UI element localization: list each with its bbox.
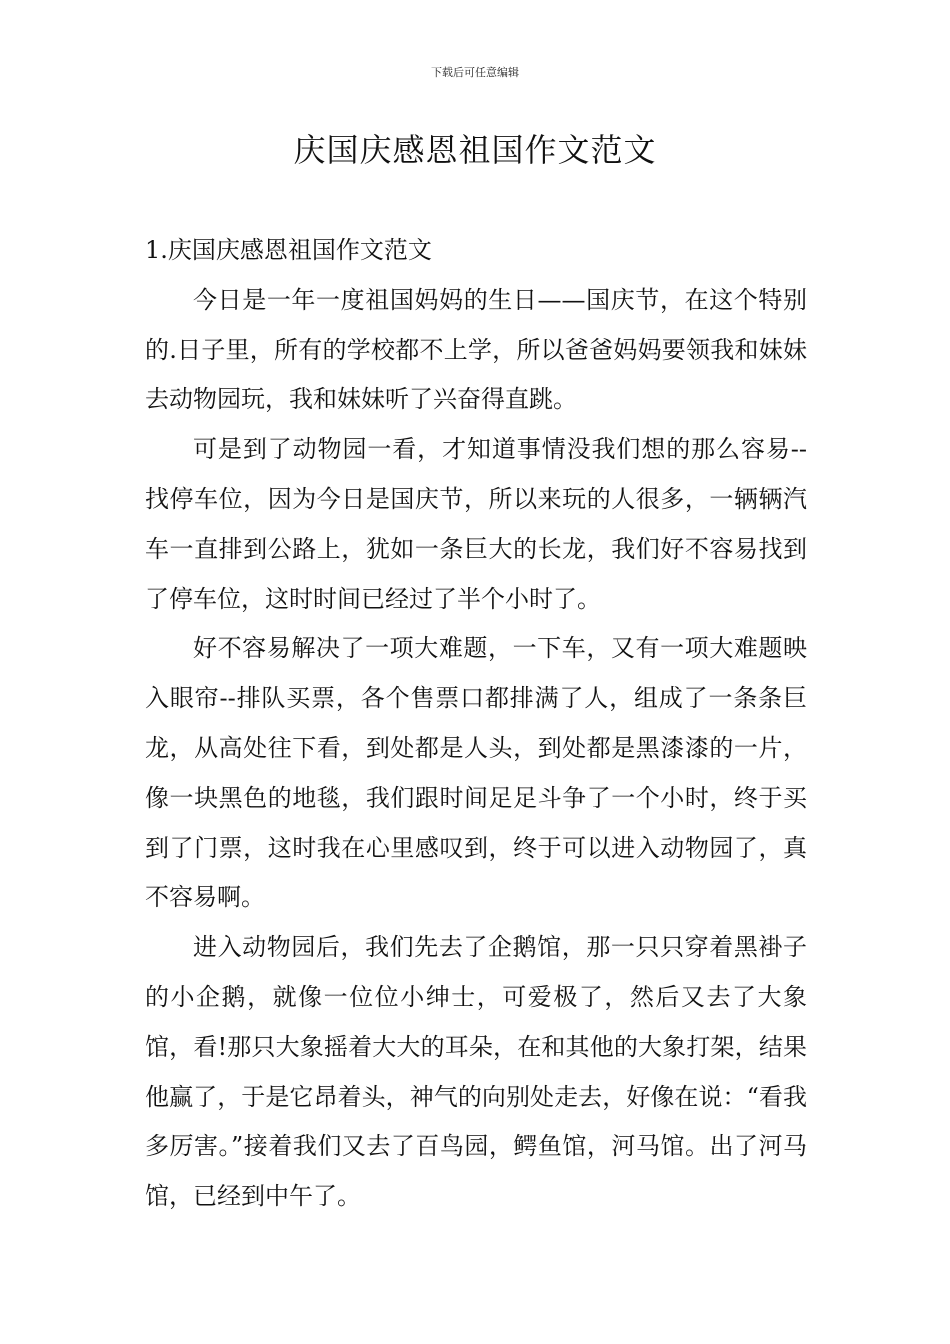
document-body xyxy=(145,226,807,1222)
section-heading: 1.庆国庆感恩祖国作文范文 xyxy=(145,236,432,264)
header-note: 下载后可任意编辑 xyxy=(431,66,519,79)
document-title: 庆国庆感恩祖国作文范文 xyxy=(293,131,657,169)
paragraph: 进入动物园后，我们先去了企鹅馆，那一只只穿着黑褂子的小企鹅，就像一位位小绅士，可爱极了，然后又去了大象馆，看!那只大象摇着大大的耳朵，在和其他的大象打架，结果他赢了，于是它昂着头，神气的向别处走去，好像在说：“看我多厉害。”接着我们又去了百鸟园，鳄鱼馆，河马馆。出了河马馆，已经到中午了。 xyxy=(145,933,807,1211)
paragraph: 好不容易解决了一项大难题，一下车，又有一项大难题映入眼帘--排队买票，各个售票口都排满了人，组成了一条条巨龙，从高处往下看，到处都是人头，到处都是黑漆漆的一片，像一块黑色的地毯，我们跟时间足足斗争了一个小时，终于买到了门票，这时我在心里感叹到，终于可以进入动物园了，真不容易啊。 xyxy=(145,634,807,912)
paragraph: 今日是一年一度祖国妈妈的生日——国庆节，在这个特别的.日子里，所有的学校都不上学，所以爸爸妈妈要领我和妹妹去动物园玩，我和妹妹听了兴奋得直跳。 xyxy=(145,285,807,414)
paragraph: 可是到了动物园一看，才知道事情没我们想的那么容易--找停车位，因为今日是国庆节，所以来玩的人很多，一辆辆汽车一直排到公路上，犹如一条巨大的长龙，我们好不容易找到了停车位，这时时间已经过了半个小时了。 xyxy=(145,435,807,613)
